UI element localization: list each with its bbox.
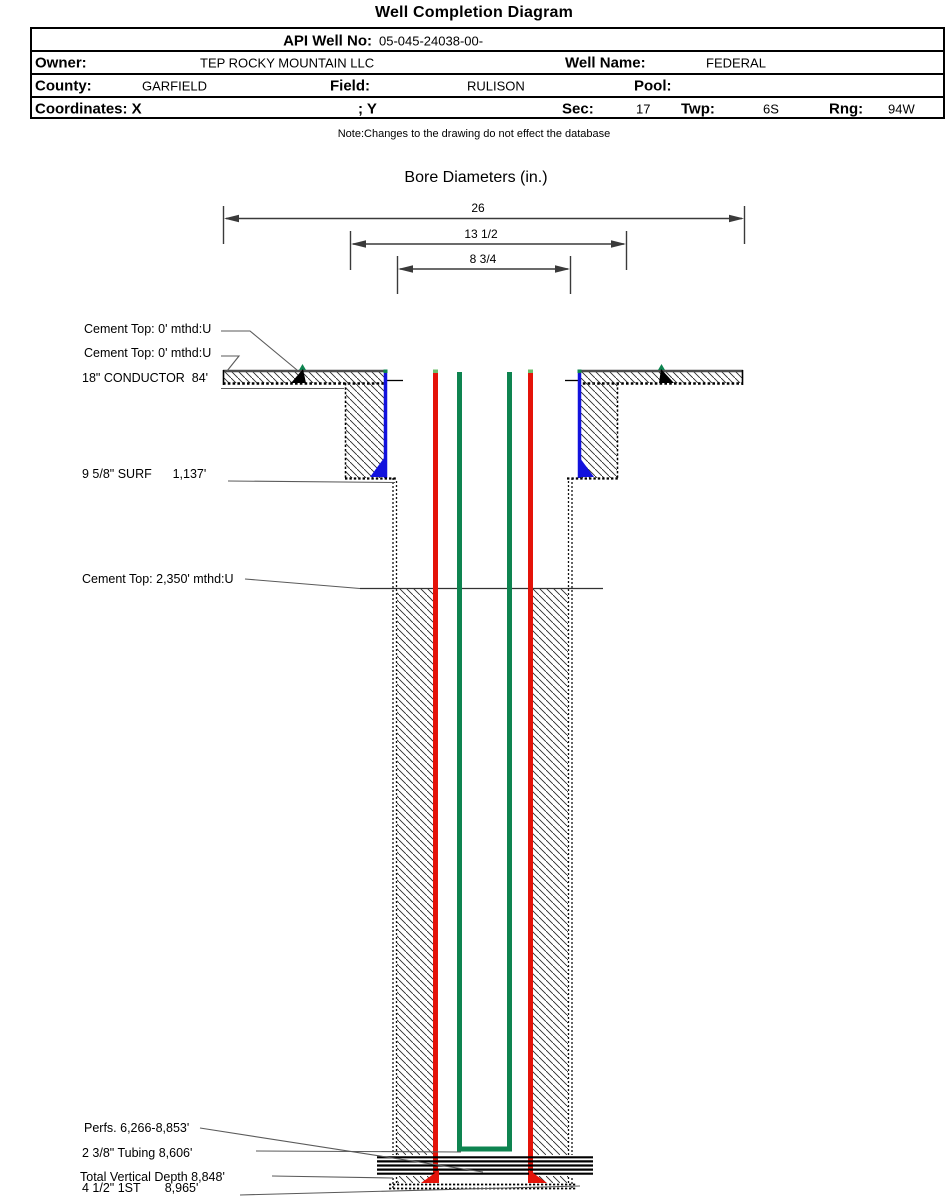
surface-casing-cap-right [578,370,582,374]
well-name-value: FEDERAL [706,55,766,70]
twp-label: Twp: [681,100,715,117]
page-title: Well Completion Diagram [374,4,574,21]
coordinates-y-label: ; Y [358,100,377,117]
annotation-cement-top-a: Cement Top: 0' mthd:U [84,322,212,336]
twp-value: 6S [763,101,779,116]
cement-marker-tip-left [299,364,306,370]
tubing-string [460,372,510,1149]
field-value: RULISON [467,78,525,93]
rng-label: Rng: [829,100,864,117]
well-name-label: Well Name: [565,54,646,71]
coordinates-label: Coordinates: X [35,100,142,117]
cement-marker-tip-right [658,364,665,370]
dim-8-arrow-left [398,265,413,272]
dim-13-arrow-right [611,240,626,247]
conductor-flange-group [223,364,743,385]
owner-value: TEP ROCKY MOUNTAIN LLC [200,55,375,70]
dim-26-arrow-right [729,215,744,222]
annotation-tvd: Total Vertical Depth 8,848' [80,1170,225,1184]
owner-label: Owner: [35,54,87,71]
leader-perfs [200,1128,483,1172]
leader-tvd [272,1176,393,1178]
dim-8-label: 8 3/4 [469,252,497,266]
annotation-tubing: 2 3/8" Tubing 8,606' [82,1146,193,1160]
pool-label: Pool: [634,77,672,94]
leader-liner [240,1186,580,1195]
dim-26-label: 26 [471,201,485,215]
sec-label: Sec: [562,100,594,117]
bore-diameters-group [224,169,745,294]
dim-8-arrow-right [555,265,570,272]
cement-annulus-left [397,588,433,1183]
leader-surface-shoe [228,481,395,483]
cement-column-right [581,383,617,478]
casing-cap-right [528,370,533,374]
annotation-perfs: Perfs. 6,266-8,853' [84,1121,190,1135]
annotation-liner: 4 1/2" 1ST 8,965' [82,1181,199,1195]
bore-diameters-title: Bore Diameters (in.) [404,169,548,186]
county-value: GARFIELD [142,78,208,93]
dim-13-label: 13 1/2 [464,227,498,241]
dim-26-arrow-left [224,215,239,222]
county-label: County: [35,77,92,94]
annotation-cement-top-mid: Cement Top: 2,350' mthd:U [82,572,234,586]
strings-group [433,370,533,1184]
api-well-no-label: API Well No: [283,32,372,49]
api-well-no-value: 05-045-24038-00- [379,33,484,48]
leader-cement-top-mid [245,579,360,589]
cement-column-left [346,383,384,478]
database-note: Note:Changes to the drawing do not effect the database [337,128,611,140]
leader-lines [200,331,580,1195]
dim-13-arrow-left [351,240,366,247]
casing-cap-left [433,370,438,374]
rng-value: 94W [888,101,915,116]
leader-cement-top-b [221,356,239,371]
annotation-surface-casing: 9 5/8" SURF 1,137' [82,467,207,481]
sec-value: 17 [636,101,651,116]
annotation-cement-top-b: Cement Top: 0' mthd:U [84,346,212,360]
surface-casing-cap-left [384,370,388,374]
surface-casing-group [345,370,618,480]
annotation-conductor: 18" CONDUCTOR 84' [82,371,209,385]
field-label: Field: [330,77,370,94]
cement-annulus-right [533,588,568,1183]
